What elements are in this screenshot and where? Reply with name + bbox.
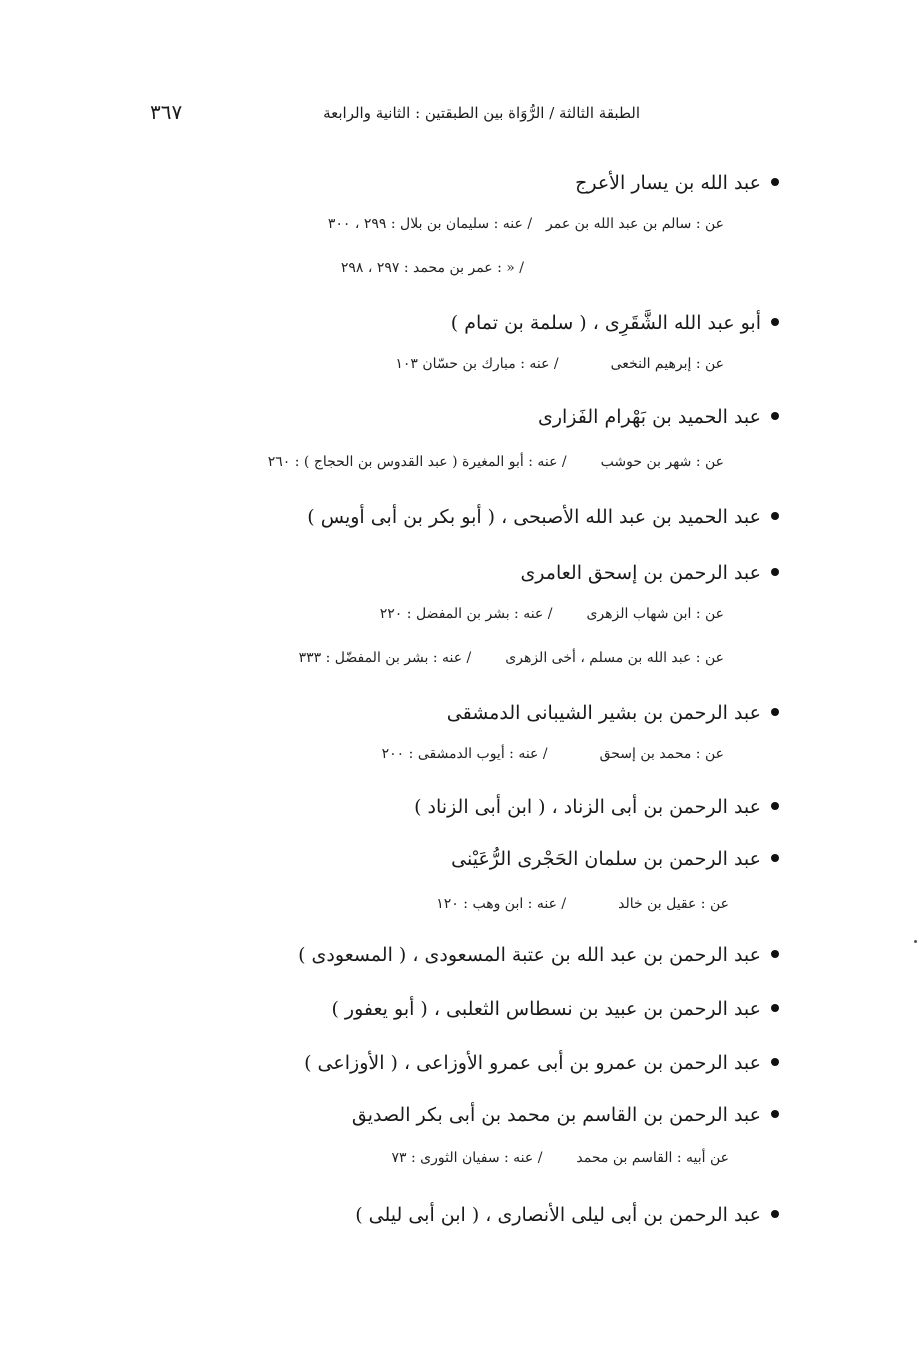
narrated-from: عن : إبرهيم النخعى [610,356,724,372]
narrator-entry [331,998,779,1020]
narrated-by: / « : عمر بن محمد : ٢٩٧ ، ٢٩٨ [340,260,524,276]
narrator-entry [451,312,779,334]
narration-line [299,650,724,666]
narration-line [395,356,724,372]
narrator-entry [352,1104,779,1126]
page-header [150,100,640,130]
narrator-entry [538,406,779,428]
narrator-name: عبد الرحمن بن بشير الشيبانى الدمشقى [446,702,761,724]
narrator-name: عبد الله بن يسار الأعرج [575,172,761,194]
narrated-from: عن : شهر بن حوشب [600,454,724,470]
bullet-icon [771,568,779,576]
bullet-icon [771,412,779,420]
narration-line [392,1150,729,1166]
narrated-by: / عنه : ابن وهب : ١٢٠ [436,896,567,912]
narrated-from: عن : محمد بن إسحق [599,746,724,762]
narrated-by: / عنه : سفيان الثورى : ٧٣ [391,1150,543,1166]
narrator-name: عبد الرحمن بن القاسم بن محمد بن أبى بكر الصديق [351,1104,761,1126]
narrator-entry [307,506,779,528]
narrator-name: عبد الرحمن بن عبيد بن نسطاس الثعلبى ، ( أبو يعفور ) [331,998,761,1020]
bullet-icon [771,1004,779,1012]
bullet-icon [771,1058,779,1066]
bullet-icon [771,854,779,862]
narration-line [380,606,724,622]
narration-line [328,216,724,232]
narrated-by: / عنه : مبارك بن حسّان ١٠٣ [395,356,559,372]
bullet-icon [771,708,779,716]
bullet-icon [771,1110,779,1118]
bullet-icon [771,802,779,810]
bullet-icon [771,178,779,186]
narrator-name: عبد الحميد بن بَهْرام الفَزارى [537,406,761,428]
narrated-by: / عنه : أيوب الدمشقى : ٢٠٠ [381,746,548,762]
narrated-from: عن : عبد الله بن مسلم ، أخى الزهرى [505,650,724,666]
narrated-by: / عنه : بشر بن المفضل : ٢٢٠ [379,606,553,622]
scan-edge-mark [914,940,917,943]
narrator-entry [304,1052,779,1074]
narrated-from: عن : سالم بن عبد الله بن عمر [546,216,724,232]
narrator-name: عبد الرحمن بن أبى ليلى الأنصارى ، ( ابن أبى ليلى ) [355,1204,761,1226]
narration-line [268,454,724,470]
narrator-name: أبو عبد الله الشَّقَرِى ، ( سلمة بن تمام ) [450,312,761,334]
bullet-icon [771,512,779,520]
narrator-entry [298,944,779,966]
bullet-icon [771,318,779,326]
narrated-from: عن : ابن شهاب الزهرى [586,606,724,622]
page-number: ٣٦٧ [150,100,183,124]
narration-line [341,260,524,276]
bullet-icon [771,950,779,958]
narrator-name: عبد الرحمن بن أبى الزناد ، ( ابن أبى الزناد ) [414,796,761,818]
narrator-entry [575,172,779,194]
narrated-from: عن : عقيل بن خالد [618,896,729,912]
narrated-from: عن أبيه : القاسم بن محمد [576,1150,729,1166]
narrator-entry [355,1204,779,1226]
narration-line [382,746,724,762]
running-header-title: الطبقة الثالثة / الرُّوَاة بين الطبقتين : الثانية والرابعة [323,104,640,122]
bullet-icon [771,1210,779,1218]
narrator-entry [451,848,779,870]
narrated-by: / عنه : سليمان بن بلال : ٢٩٩ ، ٣٠٠ [327,216,533,232]
narration-line [436,896,729,912]
narrated-by: / عنه : أبو المغيرة ( عبد القدوس بن الحجاج ) : ٢٦٠ [267,454,567,470]
narrator-name: عبد الرحمن بن عبد الله بن عتبة المسعودى ، ( المسعودى ) [298,944,761,966]
narrator-entry [447,702,779,724]
narrator-name: عبد الرحمن بن سلمان الحَجْرى الرُّعَيْنى [451,848,761,870]
narrator-entry [414,796,779,818]
narrated-by: / عنه : بشر بن المفضّل : ٣٣٣ [298,650,472,666]
narrator-name: عبد الحميد بن عبد الله الأصبحى ، ( أبو بكر بن أبى أويس ) [307,506,761,528]
narrator-name: عبد الرحمن بن عمرو بن أبى عمرو الأوزاعى ، ( الأوزاعى ) [304,1052,761,1074]
narrator-name: عبد الرحمن بن إسحق العامرى [520,562,761,584]
narrator-entry [520,562,779,584]
